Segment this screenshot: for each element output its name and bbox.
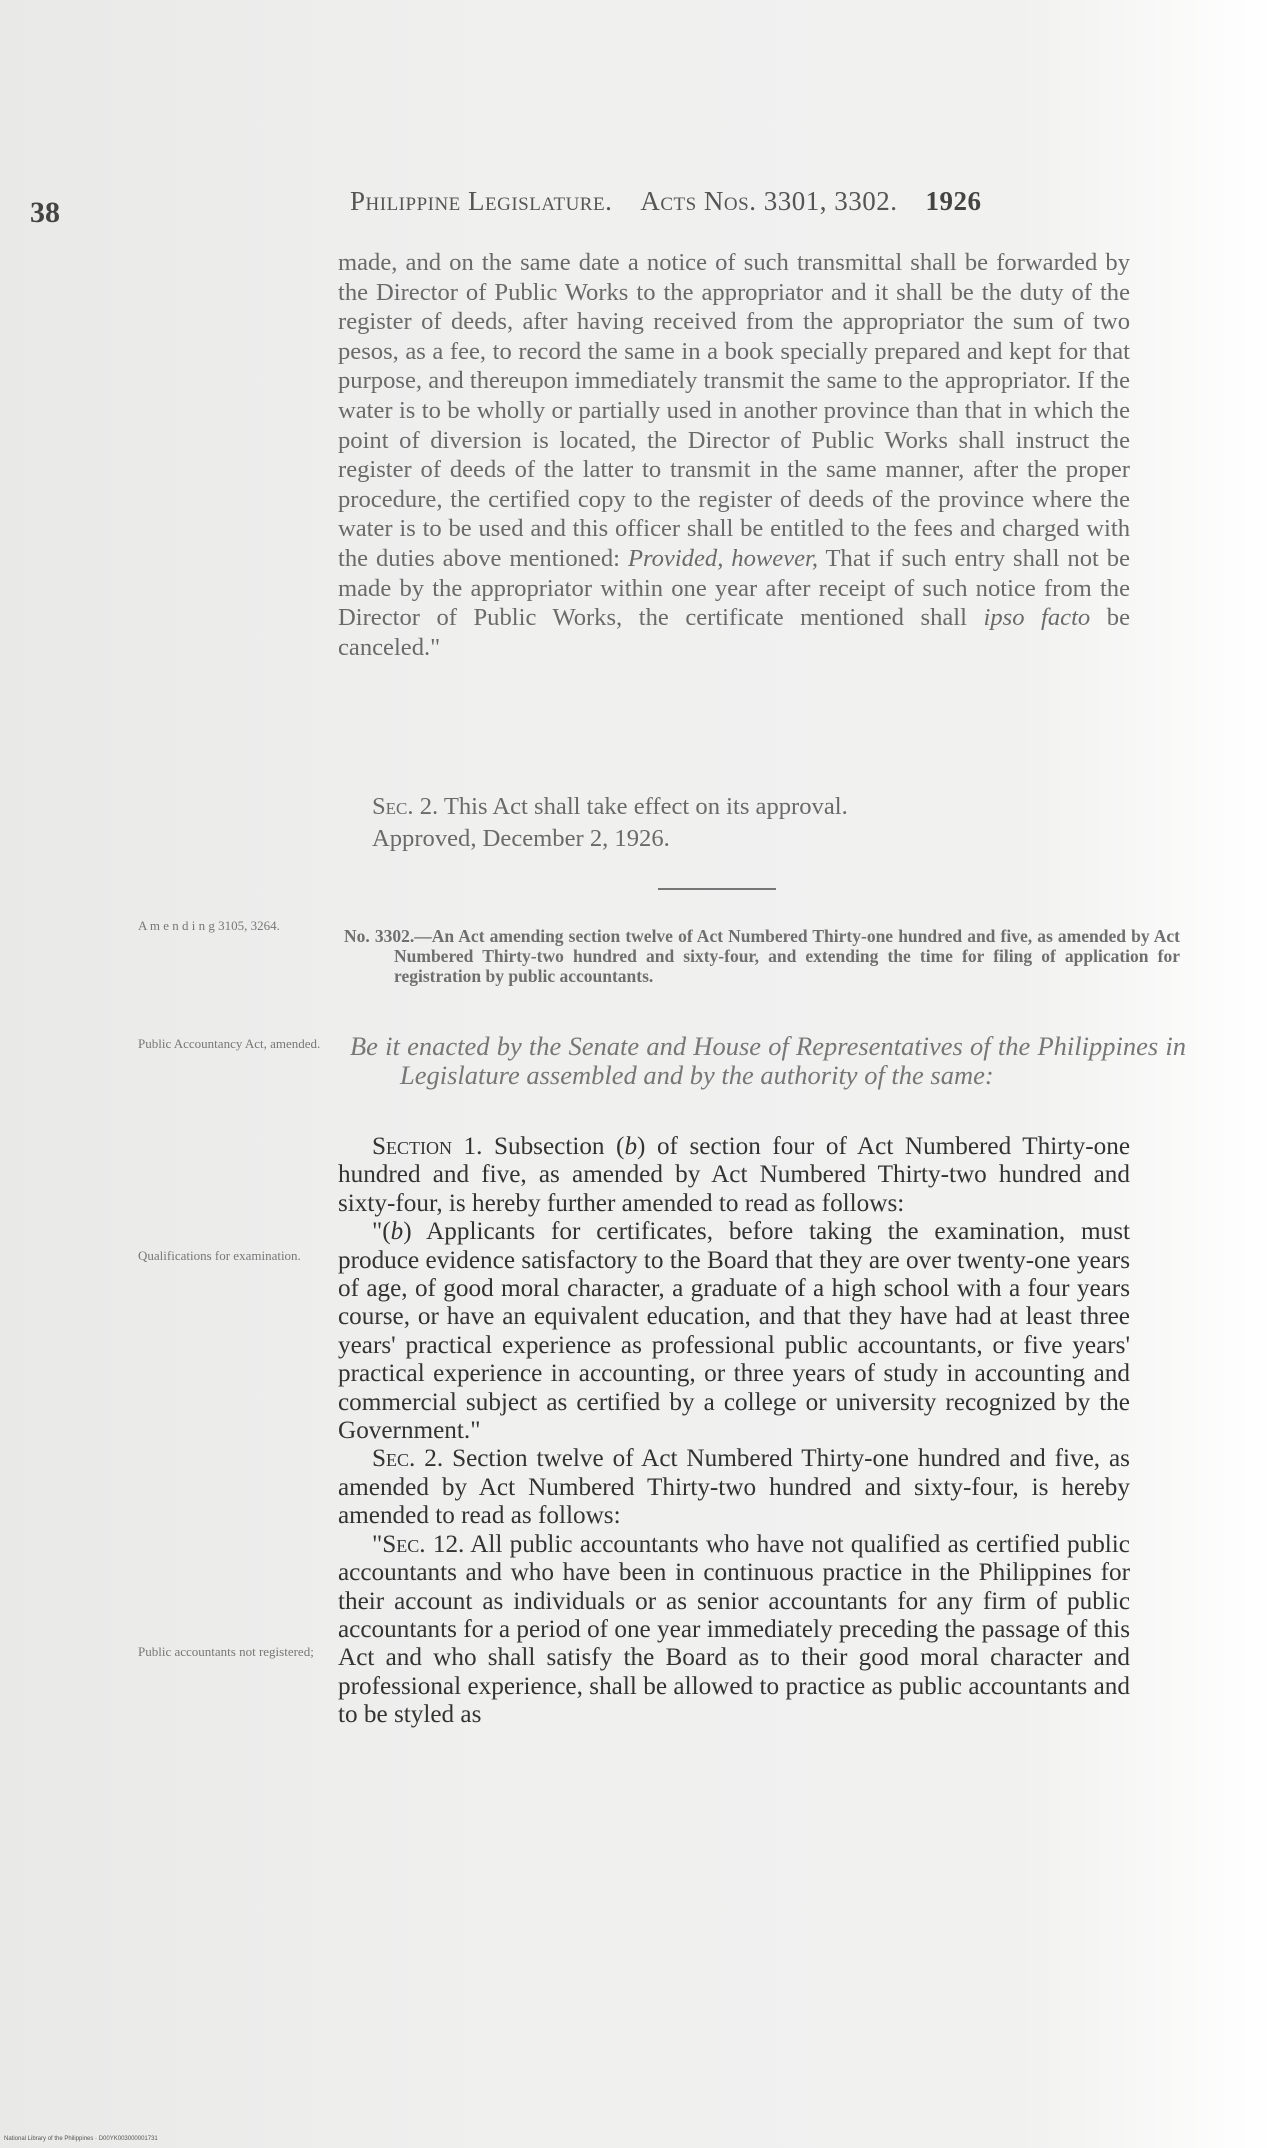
continuation-text-mid: That if such entry shall not be made by the appropriator within one year after receipt of such notice from the Director of Public Works, the certificate mentioned shall (338, 544, 1130, 632)
section-text: 2. This Act shall take effect on its approval. (413, 793, 848, 820)
section-1-paragraph (338, 1133, 1130, 1218)
section-1-label: Section (372, 1133, 452, 1160)
act-title-text: —An Act amending section twelve of Act Numbered Thirty-one hundred and five, as amended by Act Numbered Thirty-two hundred and sixty-four, and extending the time for filing of application for registration by public accountants. (394, 926, 1180, 986)
act-3301-section-2 (338, 792, 1130, 822)
subsection-b-paragraph (338, 1218, 1130, 1445)
act-3302-title (344, 926, 1180, 986)
page-number: 38 (30, 196, 60, 229)
scan-credit: National Library of the Philippines · D00YK003000001731 (4, 2136, 158, 2142)
section-12-paragraph (338, 1531, 1130, 1730)
section-divider (658, 888, 776, 890)
enacting-clause: Be it enacted by the Senate and House of Representatives of the Philippines in Legislature assembled and by the authority of the same: (350, 1031, 1186, 1090)
approved-date (338, 824, 1130, 854)
section-2-label: Sec. (372, 1445, 416, 1473)
subsection-b-text: ) Applicants for certificates, before taking the examination, must produce evidence satisfactory to the Board that they are over twenty-one years of age, of good moral character, a graduate of a high school with a four years course, or have an equivalent education, and that they have had at least three years' practical experience as professional public accountants, or five years' practical experience in accounting, or three years of study in accounting and commercial subject as certified by a college or university recognized by the Government." (338, 1218, 1130, 1445)
running-head-year: 1926 (925, 186, 982, 216)
margin-note-qualifications: Qualifications for examination. (138, 1248, 301, 1263)
continuation-paragraph (338, 248, 1130, 662)
section-1-text-a: 1. Subsection ( (452, 1133, 625, 1160)
running-head (350, 186, 1120, 217)
margin-note-public-act: Public Accountancy Act, amended. (138, 1036, 321, 1051)
margin-note-not-registered: Public accountants not registered; (138, 1644, 314, 1659)
continuation-text: made, and on the same date a notice of such transmittal shall be forwarded by the Director of Public Works to the appropriator and it shall be the duty of the register of deeds, after having received from the appropriator the sum of two pesos, as a fee, to record the same in a book specially prepared and kept for that purpose, and thereupon immediately transmit the same to the appropriator. If the water is to be wholly or partially used in another province than that in which the point of diversion is located, the Director of Public Works shall instruct the register of deeds of the latter to transmit in the same manner, after the proper procedure, the certified copy to the register of deeds of the province where the water is to be used and this officer shall be entitled to the fees and charged with the duties above mentioned: (338, 249, 1130, 572)
approved-text: Approved, December 2, 1926. (372, 825, 670, 852)
ipso-facto-text: ipso facto (983, 604, 1091, 632)
act-number: No. 3302. (344, 926, 415, 946)
section-2-paragraph (338, 1445, 1130, 1530)
subsection-letter: b (390, 1218, 404, 1246)
section-1-subsection: b (624, 1133, 638, 1160)
section-12-text: 12. All public accountants who have not qualified as certified public accountants and who have been in continuous practice in the Philippines for their account as individuals or as senior accountants for any firm of public accountants for a period of one year immediately preceding the passage of this Act and who shall satisfy the Board as to their good moral character and professional experience, shall be allowed to practice as public accountants and to be styled as (338, 1530, 1130, 1729)
section-12-label: "Sec. (372, 1530, 426, 1558)
quote-open: "( (372, 1218, 391, 1246)
continuation-text-end: be canceled." (338, 604, 1130, 661)
proviso-text: Provided, however, (627, 544, 819, 572)
act-3302-body (338, 1133, 1130, 1730)
running-head-acts: Acts Nos. 3301, 3302. (640, 186, 898, 216)
running-head-title: Philippine Legislature. (350, 186, 613, 216)
section-1-text-c: ) of section four of Act Numbered Thirty-one hundred and five, as amended by Act Numbered Thirty-two hundred and sixty-four, is hereby further amended to read as follows: (338, 1133, 1130, 1217)
margin-note-amending: A m e n d i n g 3105, 3264. (138, 918, 280, 933)
section-label: Sec. (372, 793, 414, 820)
section-2-text: 2. Section twelve of Act Numbered Thirty-one hundred and five, as amended by Act Numbered Thirty-two hundred and sixty-four, is hereby amended to read as follows: (338, 1445, 1130, 1530)
